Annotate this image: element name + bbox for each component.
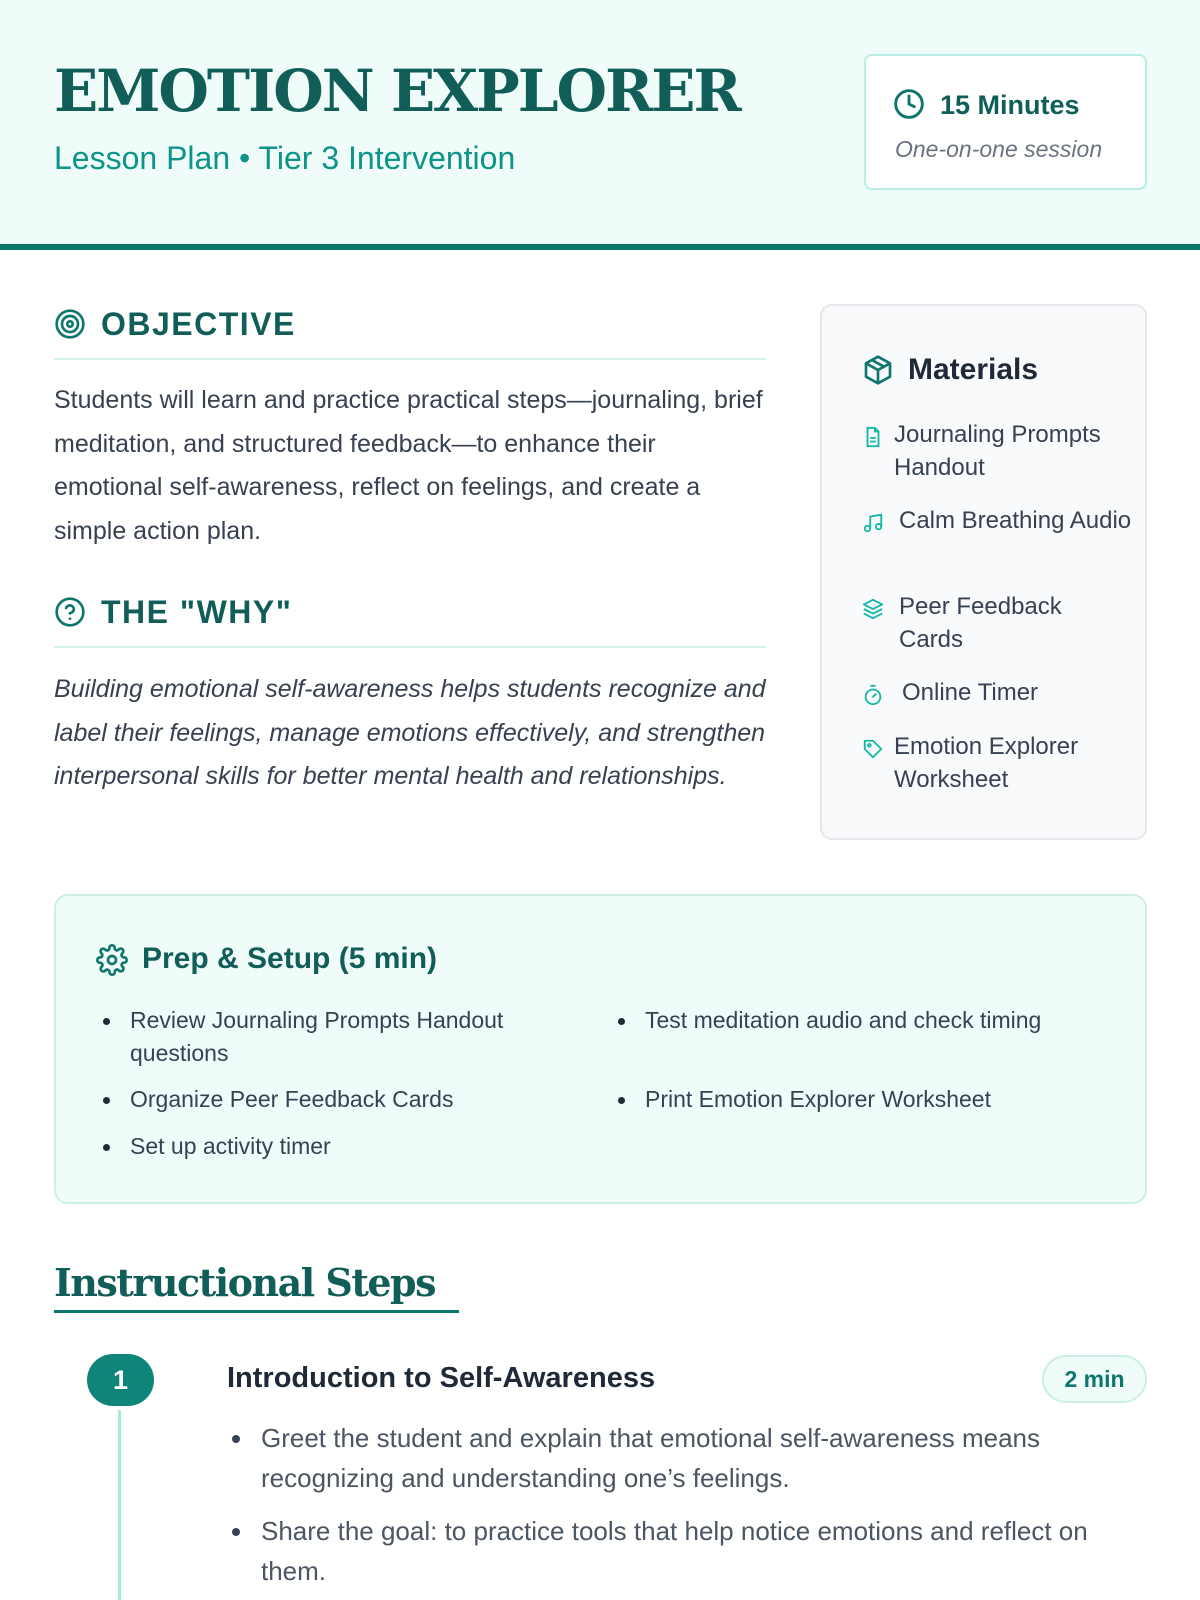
step-bullet-text: Greet the student and explain that emotional self-awareness means recognizing and understanding one’s feelings. xyxy=(261,1423,1041,1493)
bullet-dot xyxy=(103,1097,110,1104)
objective-heading: OBJECTIVE xyxy=(101,306,296,342)
gear-icon xyxy=(96,944,128,976)
prep-item-text: Review Journaling Prompts Handout questions xyxy=(130,1007,504,1066)
tag-icon xyxy=(862,738,884,760)
bullet-dot xyxy=(103,1018,110,1025)
duration-card xyxy=(864,54,1147,190)
prep-item-text: Print Emotion Explorer Worksheet xyxy=(645,1086,991,1112)
material-item xyxy=(862,590,1132,656)
materials-card xyxy=(820,304,1147,840)
step-bullet xyxy=(232,1418,1147,1498)
objective-text: Students will learn and practice practical steps—journaling, brief meditation, and structured feedback—to enhance their emotional self-awareness, reflect on feelings, and create a simple action plan. xyxy=(54,386,763,545)
music-note-icon xyxy=(862,512,884,534)
prep-heading: Prep & Setup (5 min) xyxy=(142,942,438,975)
bullet-dot xyxy=(232,1435,240,1443)
prep-item xyxy=(103,1130,543,1163)
why-heading: THE "WHY" xyxy=(101,594,293,630)
question-circle-icon xyxy=(54,596,86,628)
prep-item xyxy=(618,1004,1118,1037)
prep-item xyxy=(103,1083,543,1116)
material-label: Peer Feedback Cards xyxy=(899,593,1062,653)
prep-item-text: Set up activity timer xyxy=(130,1133,331,1159)
material-item xyxy=(862,730,1132,796)
lesson-header xyxy=(0,0,1200,250)
clock-icon xyxy=(893,88,925,120)
steps-heading-underline xyxy=(54,1310,459,1313)
duration-label: 15 Minutes xyxy=(940,90,1080,120)
lesson-subtitle: Lesson Plan • Tier 3 Intervention xyxy=(54,140,516,176)
prep-setup-card xyxy=(54,894,1147,1204)
step-number-badge: 1 xyxy=(87,1354,154,1406)
material-item xyxy=(862,676,1132,709)
step-timeline-line xyxy=(118,1410,121,1600)
target-icon xyxy=(54,308,86,340)
duration-note: One-on-one session xyxy=(895,136,1103,162)
material-label: Online Timer xyxy=(902,679,1039,706)
step-bullet xyxy=(232,1511,1147,1591)
step-duration-badge: 2 min xyxy=(1042,1355,1147,1403)
step-bullet-text: Share the goal: to practice tools that help notice emotions and reflect on them. xyxy=(261,1516,1088,1586)
bullet-dot xyxy=(232,1528,240,1536)
prep-item xyxy=(103,1004,543,1070)
why-section-header xyxy=(54,586,766,648)
objective-section-header xyxy=(54,298,766,360)
material-label: Journaling Prompts Handout xyxy=(894,421,1101,481)
lesson-title: EMOTION EXPLORER xyxy=(54,57,740,125)
material-label: Calm Breathing Audio xyxy=(899,507,1132,534)
why-text: Building emotional self-awareness helps students recognize and label their feelings, manage emotions effectively, and strengthen interpersonal skills for better mental health and relationships. xyxy=(54,675,766,790)
package-icon xyxy=(862,354,894,386)
materials-heading: Materials xyxy=(908,353,1039,386)
bullet-dot xyxy=(103,1144,110,1151)
document-icon xyxy=(862,426,884,448)
layers-icon xyxy=(862,598,884,620)
steps-heading: Instructional Steps xyxy=(54,1260,436,1305)
prep-item-text: Test meditation audio and check timing xyxy=(645,1007,1042,1033)
material-label: Emotion Explorer Worksheet xyxy=(894,733,1079,793)
step-title: Introduction to Self-Awareness xyxy=(227,1362,656,1394)
prep-item xyxy=(618,1083,1118,1116)
material-item xyxy=(862,504,1132,537)
material-item xyxy=(862,418,1132,484)
bullet-dot xyxy=(618,1097,625,1104)
prep-item-text: Organize Peer Feedback Cards xyxy=(130,1086,454,1112)
timer-icon xyxy=(862,684,884,706)
bullet-dot xyxy=(618,1018,625,1025)
